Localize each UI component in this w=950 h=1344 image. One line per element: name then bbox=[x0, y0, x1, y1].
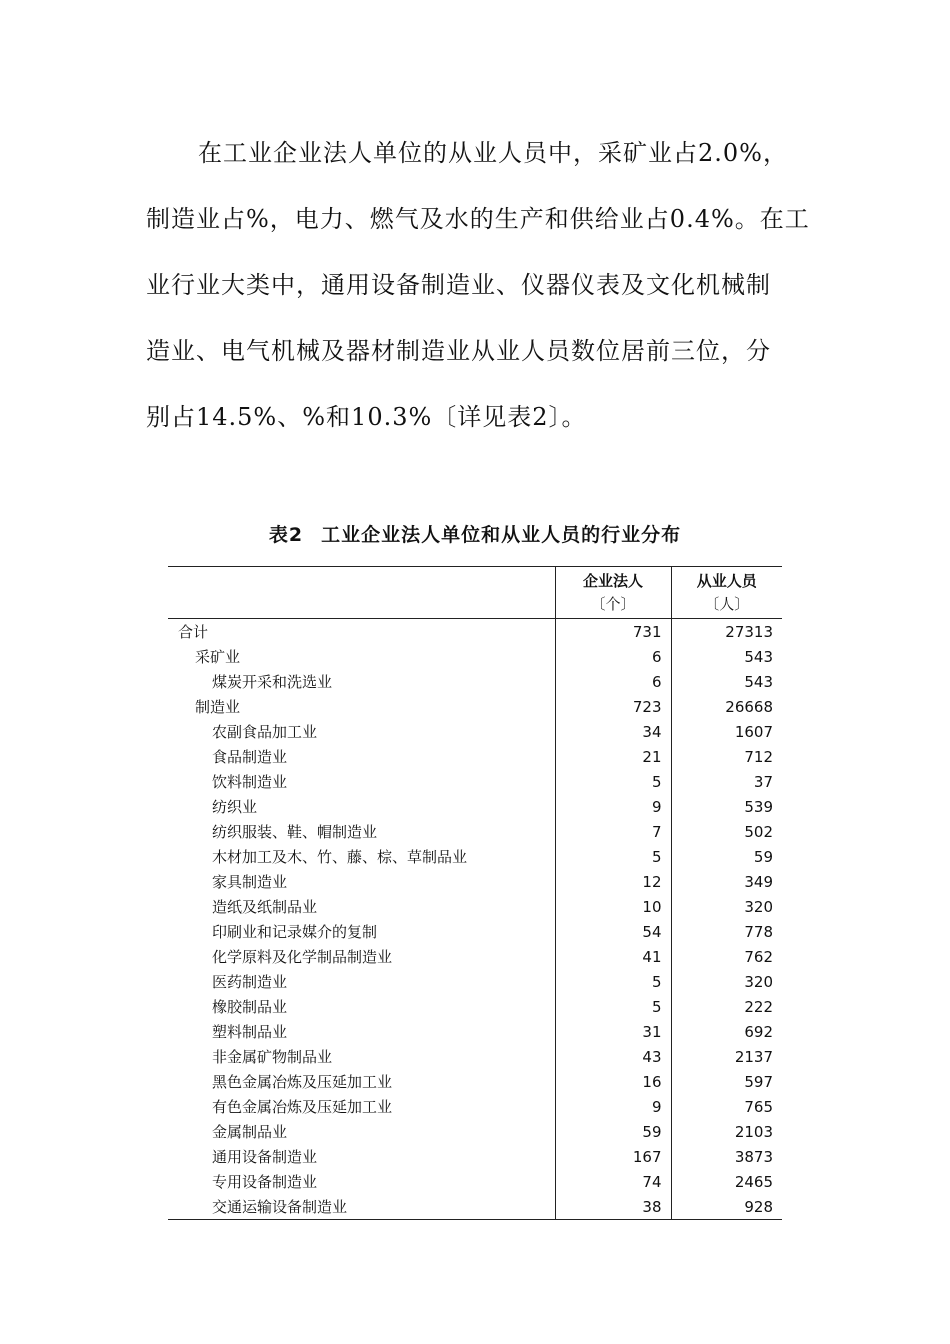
paragraph-line: 制造业占%，电力、燃气及水的生产和供给业占0.4%。在工 bbox=[146, 205, 810, 233]
header-units-unit: 〔个〕 bbox=[555, 593, 671, 619]
table-row bbox=[168, 919, 782, 944]
unit-count: 7 bbox=[555, 819, 671, 844]
table-row bbox=[168, 1044, 782, 1069]
header-blank bbox=[168, 593, 555, 619]
industry-name: 农副食品加工业 bbox=[212, 723, 318, 741]
person-count: 692 bbox=[671, 1019, 782, 1044]
industry-name: 通用设备制造业 bbox=[212, 1148, 318, 1166]
paragraph-line: 别占14.5%、%和10.3%〔详见表2〕。 bbox=[146, 403, 587, 431]
table-row bbox=[168, 769, 782, 794]
unit-count: 10 bbox=[555, 894, 671, 919]
unit-count: 59 bbox=[555, 1119, 671, 1144]
industry-name: 黑色金属冶炼及压延加工业 bbox=[212, 1073, 393, 1091]
industry-name: 医药制造业 bbox=[212, 973, 288, 991]
table-row bbox=[168, 694, 782, 719]
industry-name: 交通运输设备制造业 bbox=[168, 1194, 555, 1220]
unit-count: 34 bbox=[555, 719, 671, 744]
header-units: 企业法人 bbox=[555, 567, 671, 594]
person-count: 349 bbox=[671, 869, 782, 894]
person-count: 59 bbox=[671, 844, 782, 869]
industry-name: 采矿业 bbox=[195, 648, 241, 666]
industry-name: 塑料制品业 bbox=[212, 1023, 288, 1041]
unit-count: 731 bbox=[555, 619, 671, 645]
industry-name: 饮料制造业 bbox=[212, 773, 288, 791]
industry-name: 家具制造业 bbox=[212, 873, 288, 891]
table-row bbox=[168, 1169, 782, 1194]
table-title-text: 工业企业法人单位和从业人员的行业分布 bbox=[321, 524, 682, 546]
unit-count: 5 bbox=[555, 994, 671, 1019]
unit-count: 723 bbox=[555, 694, 671, 719]
unit-count: 5 bbox=[555, 769, 671, 794]
unit-count: 167 bbox=[555, 1144, 671, 1169]
table-row bbox=[168, 969, 782, 994]
industry-name: 合计 bbox=[178, 623, 209, 641]
unit-count: 43 bbox=[555, 1044, 671, 1069]
person-count: 597 bbox=[671, 1069, 782, 1094]
person-count: 222 bbox=[671, 994, 782, 1019]
industry-distribution-table bbox=[168, 566, 782, 1220]
header-persons: 从业人员 bbox=[671, 567, 782, 594]
unit-count: 9 bbox=[555, 1094, 671, 1119]
person-count: 712 bbox=[671, 744, 782, 769]
unit-count: 5 bbox=[555, 969, 671, 994]
table-row bbox=[168, 844, 782, 869]
person-count: 543 bbox=[671, 644, 782, 669]
person-count: 928 bbox=[671, 1194, 782, 1220]
person-count: 502 bbox=[671, 819, 782, 844]
table-number: 表2 bbox=[268, 524, 304, 546]
person-count: 3873 bbox=[671, 1144, 782, 1169]
person-count: 320 bbox=[671, 894, 782, 919]
person-count: 2465 bbox=[671, 1169, 782, 1194]
header-blank bbox=[168, 567, 555, 594]
industry-name: 制造业 bbox=[195, 698, 241, 716]
unit-count: 12 bbox=[555, 869, 671, 894]
industry-name: 橡胶制品业 bbox=[212, 998, 288, 1016]
table-row bbox=[168, 1094, 782, 1119]
unit-count: 38 bbox=[555, 1194, 671, 1220]
industry-name: 非金属矿物制品业 bbox=[212, 1048, 333, 1066]
industry-name: 纺织业 bbox=[212, 798, 258, 816]
person-count: 26668 bbox=[671, 694, 782, 719]
table-row bbox=[168, 1194, 782, 1220]
person-count: 37 bbox=[671, 769, 782, 794]
unit-count: 9 bbox=[555, 794, 671, 819]
industry-name: 煤炭开采和洗选业 bbox=[212, 673, 333, 691]
table-row bbox=[168, 869, 782, 894]
industry-name: 有色金属冶炼及压延加工业 bbox=[212, 1098, 393, 1116]
person-count: 320 bbox=[671, 969, 782, 994]
person-count: 1607 bbox=[671, 719, 782, 744]
person-count: 2137 bbox=[671, 1044, 782, 1069]
table-row bbox=[168, 744, 782, 769]
table-row bbox=[168, 669, 782, 694]
header-persons-unit: 〔人〕 bbox=[671, 593, 782, 619]
person-count: 27313 bbox=[671, 619, 782, 645]
unit-count: 31 bbox=[555, 1019, 671, 1044]
paragraph-line: 在工业企业法人单位的从业人员中，采矿业占2.0%， bbox=[198, 139, 788, 167]
person-count: 778 bbox=[671, 919, 782, 944]
unit-count: 21 bbox=[555, 744, 671, 769]
table-title bbox=[0, 520, 950, 547]
table-row bbox=[168, 794, 782, 819]
unit-count: 54 bbox=[555, 919, 671, 944]
person-count: 762 bbox=[671, 944, 782, 969]
table-row bbox=[168, 719, 782, 744]
table-row bbox=[168, 994, 782, 1019]
industry-name: 木材加工及木、竹、藤、棕、草制品业 bbox=[212, 848, 468, 866]
table-row bbox=[168, 1019, 782, 1044]
person-count: 539 bbox=[671, 794, 782, 819]
industry-name: 纺织服装、鞋、帽制造业 bbox=[212, 823, 378, 841]
unit-count: 5 bbox=[555, 844, 671, 869]
table-row bbox=[168, 1144, 782, 1169]
table-row bbox=[168, 1119, 782, 1144]
table-row bbox=[168, 819, 782, 844]
body-paragraph bbox=[146, 120, 810, 450]
unit-count: 74 bbox=[555, 1169, 671, 1194]
industry-name: 专用设备制造业 bbox=[212, 1173, 318, 1191]
paragraph-line: 业行业大类中，通用设备制造业、仪器仪表及文化机械制 bbox=[146, 271, 771, 299]
person-count: 543 bbox=[671, 669, 782, 694]
unit-count: 6 bbox=[555, 669, 671, 694]
table-row bbox=[168, 894, 782, 919]
unit-count: 41 bbox=[555, 944, 671, 969]
paragraph-line: 造业、电气机械及器材制造业从业人员数位居前三位，分 bbox=[146, 337, 771, 365]
table-row bbox=[168, 644, 782, 669]
unit-count: 6 bbox=[555, 644, 671, 669]
industry-name: 化学原料及化学制品制造业 bbox=[212, 948, 393, 966]
person-count: 2103 bbox=[671, 1119, 782, 1144]
table-row bbox=[168, 1069, 782, 1094]
table-body bbox=[168, 619, 782, 1220]
industry-name: 印刷业和记录媒介的复制 bbox=[212, 923, 378, 941]
person-count: 765 bbox=[671, 1094, 782, 1119]
unit-count: 16 bbox=[555, 1069, 671, 1094]
table-row bbox=[168, 944, 782, 969]
industry-name: 造纸及纸制品业 bbox=[212, 898, 318, 916]
table-row bbox=[168, 619, 782, 645]
industry-name: 金属制品业 bbox=[212, 1123, 288, 1141]
industry-name: 食品制造业 bbox=[212, 748, 288, 766]
